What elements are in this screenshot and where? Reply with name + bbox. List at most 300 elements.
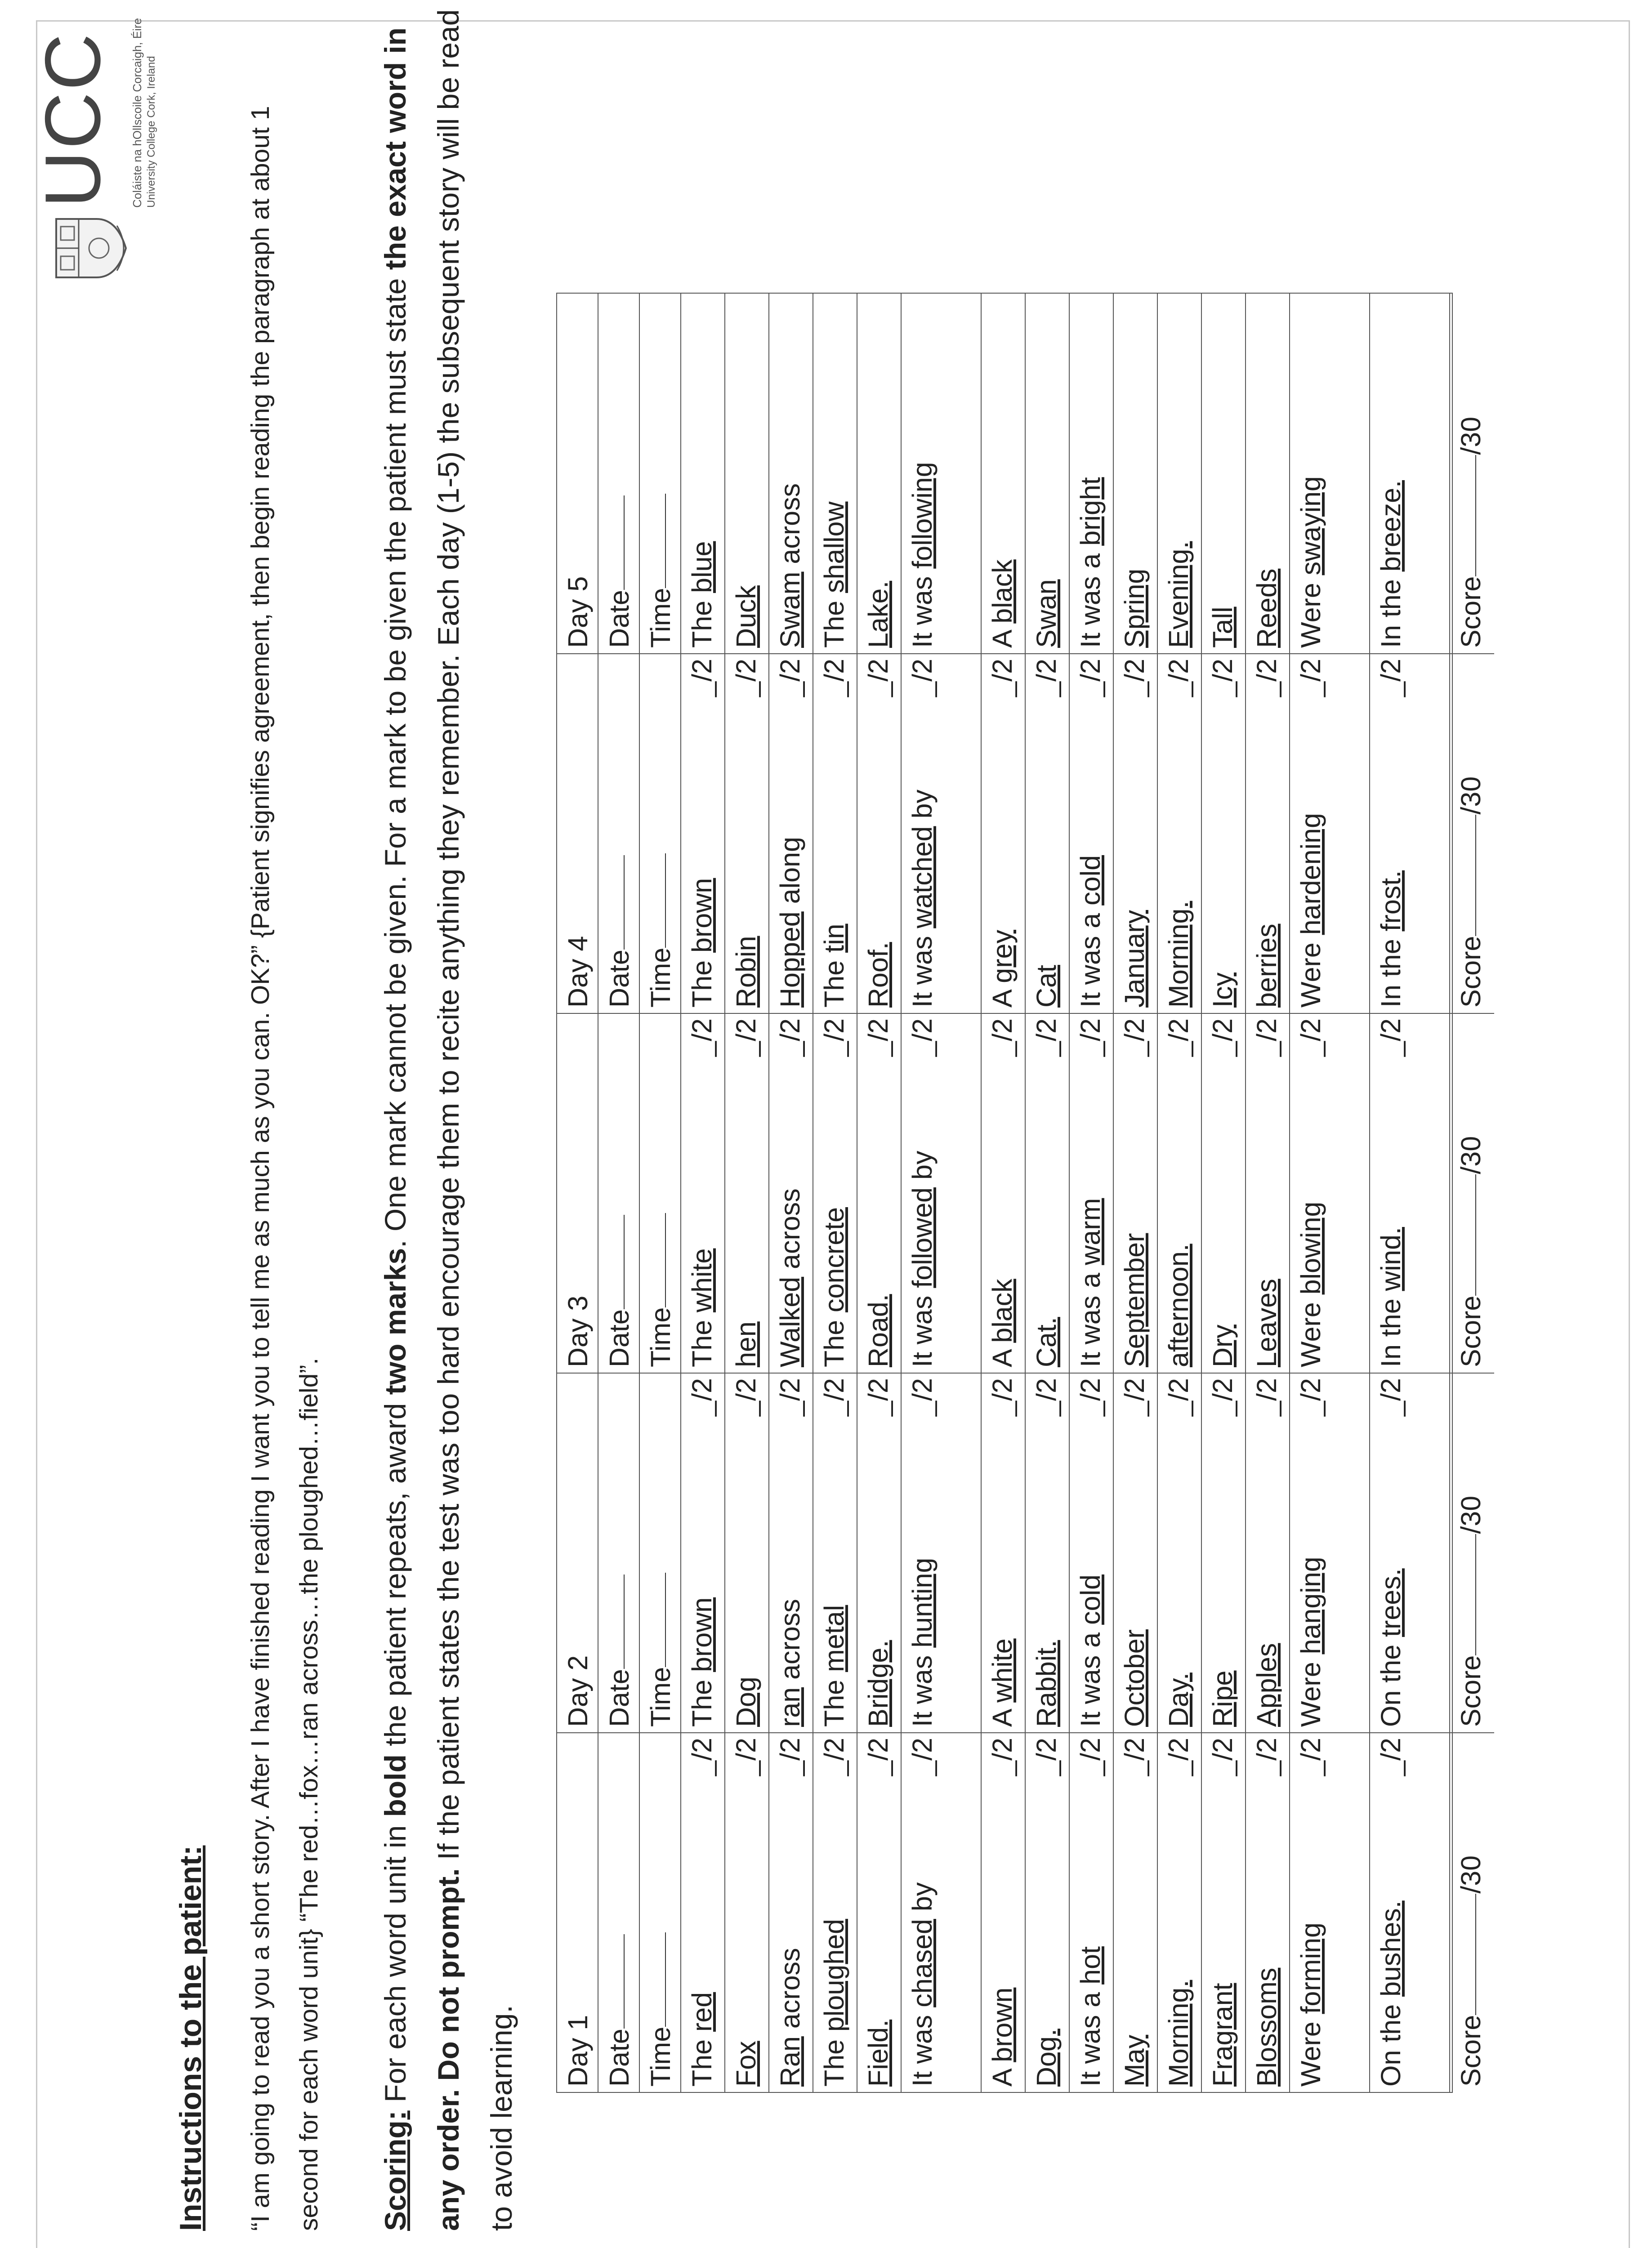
score-field[interactable] — [1453, 1174, 1476, 1296]
mark-field[interactable]: _/2 — [687, 1378, 717, 1416]
day-5-column — [557, 294, 1494, 653]
word-unit — [684, 298, 720, 648]
word-unit-row — [725, 654, 769, 1013]
word-suffix: by — [907, 789, 938, 826]
key-word: blue — [687, 541, 717, 593]
mark-field[interactable]: _/2 — [1295, 1018, 1326, 1057]
word-unit — [1028, 704, 1064, 1008]
word-unit-row — [769, 654, 813, 1013]
word-prefix: A — [987, 623, 1018, 648]
key-word: cold — [1075, 1574, 1106, 1625]
scoring-part-1: For each word unit in — [379, 1817, 412, 2111]
story-recall-table — [556, 293, 1486, 2093]
mark-field[interactable]: _/2 — [731, 1378, 761, 1416]
mark-field[interactable]: _/2 — [1295, 659, 1326, 697]
date-field[interactable] — [601, 1934, 625, 2029]
key-word: red — [687, 1992, 717, 2032]
key-word: Fragrant — [1207, 1983, 1238, 2087]
time-field[interactable] — [643, 853, 666, 948]
word-unit — [984, 704, 1020, 1008]
day-2-column — [557, 1373, 1494, 1732]
word-unit — [772, 1063, 808, 1367]
time-field[interactable] — [643, 1573, 666, 1667]
word-prefix: It was a — [1075, 1265, 1106, 1367]
word-unit — [684, 1783, 720, 2087]
word-prefix: The — [687, 1672, 717, 1727]
word-prefix: The — [687, 2031, 717, 2087]
mark-field[interactable]: _/2 — [775, 1738, 805, 1776]
mark-field[interactable]: _/2 — [907, 659, 938, 697]
word-unit-row — [982, 1733, 1026, 2092]
date-field[interactable] — [601, 495, 625, 590]
word-unit-row — [813, 294, 857, 653]
key-word: Swan — [1031, 579, 1062, 648]
word-unit-row — [1114, 1733, 1158, 2092]
key-word: September — [1119, 1233, 1150, 1367]
word-unit — [1161, 704, 1197, 1008]
word-unit-row — [982, 654, 1026, 1013]
word-unit-row — [1158, 654, 1202, 1013]
mark-field[interactable]: _/2 — [1075, 1018, 1106, 1057]
key-word: Duck — [731, 585, 761, 648]
word-unit — [728, 1783, 764, 2087]
mark-field[interactable]: _/2 — [1207, 659, 1238, 697]
word-unit — [1161, 1423, 1197, 1727]
mark-field[interactable]: _/2 — [1075, 659, 1106, 697]
word-unit-row — [725, 1733, 769, 2092]
time-label: Time — [645, 2026, 676, 2087]
word-unit — [984, 1783, 1020, 2087]
mark-field[interactable]: _/2 — [1075, 1378, 1106, 1416]
mark-field[interactable]: _/2 — [1207, 1738, 1238, 1776]
word-unit-row — [725, 1014, 769, 1373]
time-row — [640, 1733, 681, 2092]
key-word: Day. — [1163, 1673, 1194, 1727]
day-label: Day 3 — [563, 1295, 593, 1367]
key-word: Walked — [775, 1276, 805, 1367]
word-unit — [1373, 298, 1409, 648]
mark-field[interactable]: _/2 — [1375, 659, 1406, 697]
key-word: trees. — [1375, 1568, 1406, 1637]
key-word: grey — [987, 930, 1018, 983]
key-word: cold — [1075, 855, 1106, 905]
word-prefix: It was a — [1075, 1624, 1106, 1727]
mark-field[interactable]: _/2 — [819, 659, 849, 697]
key-word: black — [987, 559, 1018, 624]
time-field[interactable] — [643, 1213, 666, 1307]
word-unit-row — [1370, 654, 1450, 1013]
word-prefix: A — [987, 2062, 1018, 2087]
word-unit-row — [902, 1014, 982, 1373]
word-unit-row — [681, 654, 725, 1013]
key-word: black — [987, 1279, 1018, 1343]
key-word: hanging — [1295, 1557, 1326, 1655]
date-label: Date — [604, 1669, 634, 1727]
score-total: /30 — [1456, 776, 1486, 815]
day-3-column — [557, 1013, 1494, 1373]
word-prefix: The — [819, 1672, 849, 1727]
mark-field[interactable]: _/2 — [1207, 1018, 1238, 1057]
time-label: Time — [645, 1667, 676, 1727]
key-word: Robin — [731, 936, 761, 1008]
word-unit-row — [982, 1374, 1026, 1732]
word-unit — [904, 298, 940, 648]
word-unit — [904, 1423, 940, 1727]
word-unit-row — [857, 294, 902, 653]
mark-field[interactable]: _/2 — [819, 1018, 849, 1057]
ucc-wordmark: UCC — [29, 31, 117, 208]
word-unit — [1116, 704, 1152, 1008]
mark-field[interactable]: _/2 — [1207, 1378, 1238, 1416]
crest-icon — [54, 217, 128, 280]
time-label: Time — [645, 1307, 676, 1367]
word-unit — [860, 1423, 896, 1727]
time-field[interactable] — [643, 1932, 666, 2027]
score-label: Score — [1456, 1655, 1486, 1727]
scoring-part-4: If the patient states the test was too hard encourage them to recite anything they remember. Each day (1-5) the subsequent story will be read to avoid learning. — [432, 9, 518, 2231]
key-word: Rabbit. — [1031, 1640, 1062, 1727]
mark-field[interactable]: _/2 — [907, 1738, 938, 1776]
word-unit — [904, 1783, 940, 2087]
mark-field[interactable]: _/2 — [907, 1378, 938, 1416]
mark-field[interactable]: _/2 — [775, 1378, 805, 1416]
key-word: Field. — [863, 2019, 893, 2087]
mark-field[interactable]: _/2 — [1075, 1738, 1106, 1776]
word-unit — [1249, 704, 1285, 1008]
mark-field[interactable]: _/2 — [1295, 1378, 1326, 1416]
day-header — [557, 294, 598, 653]
word-prefix: The — [819, 2031, 849, 2087]
key-word: white — [987, 1638, 1018, 1703]
word-unit-row — [1158, 1733, 1202, 2092]
mark-field[interactable]: _/2 — [1295, 1738, 1326, 1776]
word-unit — [1028, 1783, 1064, 2087]
mark-field[interactable]: _/2 — [1031, 1018, 1062, 1057]
word-unit — [984, 298, 1020, 648]
word-unit-row — [813, 1014, 857, 1373]
word-unit — [728, 704, 764, 1008]
mark-field[interactable]: _/2 — [1119, 659, 1150, 697]
word-unit — [1249, 1423, 1285, 1727]
word-prefix: The — [687, 952, 717, 1008]
word-unit — [1205, 1423, 1241, 1727]
word-prefix: On the — [1375, 1996, 1406, 2087]
mark-field[interactable]: _/2 — [1163, 1018, 1194, 1057]
word-unit-row — [982, 294, 1026, 653]
word-unit-row — [1114, 294, 1158, 653]
score-row — [1450, 1733, 1494, 2092]
mark-field[interactable]: _/2 — [819, 1378, 849, 1416]
word-unit-row — [1026, 1733, 1070, 2092]
date-row — [598, 654, 640, 1013]
key-word: Morning. — [1163, 901, 1194, 1008]
day-header — [557, 1733, 598, 2092]
word-unit — [1072, 1783, 1108, 2087]
ucc-name-english: University College Cork, Ireland — [145, 56, 157, 208]
key-word: bushes. — [1375, 1900, 1406, 1997]
mark-field[interactable]: _/2 — [863, 1378, 893, 1416]
key-word: Dry — [1207, 1325, 1238, 1367]
key-word: October — [1119, 1629, 1150, 1727]
word-prefix: In the — [1375, 571, 1406, 648]
word-unit-row — [1026, 654, 1070, 1013]
word-unit — [1249, 1783, 1285, 2087]
score-field[interactable] — [1453, 1534, 1476, 1655]
key-word: white — [687, 1248, 717, 1312]
key-word: followed — [907, 1187, 938, 1288]
word-prefix: It was — [907, 1647, 938, 1727]
word-unit-row — [1370, 1014, 1450, 1373]
mark-field[interactable]: _/2 — [987, 1378, 1018, 1416]
word-unit — [772, 298, 808, 648]
word-unit-row — [902, 654, 982, 1013]
ucc-name-irish: Coláiste na hOllscoile Corcaigh, Éire — [130, 18, 144, 208]
key-word: hunting — [907, 1557, 938, 1648]
time-field[interactable] — [643, 494, 666, 588]
word-unit — [1028, 298, 1064, 648]
score-total: /30 — [1456, 1136, 1486, 1174]
mark-field[interactable]: _/2 — [1031, 659, 1062, 697]
mark-field[interactable]: _/2 — [1251, 1738, 1282, 1776]
key-word: hot — [1075, 1946, 1106, 1985]
mark-field[interactable]: _/2 — [1163, 659, 1194, 697]
score-field[interactable] — [1453, 1894, 1476, 2015]
word-unit — [860, 298, 896, 648]
word-prefix: It was a — [1075, 545, 1106, 648]
word-unit — [904, 704, 940, 1008]
word-unit-row — [1290, 654, 1370, 1013]
word-unit-row — [681, 1733, 725, 2092]
mark-field[interactable]: _/2 — [1163, 1738, 1194, 1776]
key-word: Ripe — [1207, 1670, 1238, 1727]
word-unit-row — [902, 294, 982, 653]
word-unit-row — [725, 294, 769, 653]
word-prefix: The — [687, 593, 717, 648]
key-word: Blossoms — [1251, 1967, 1282, 2087]
word-unit-row — [1290, 1733, 1370, 2092]
word-unit-row — [1158, 1374, 1202, 1732]
mark-field[interactable]: _/2 — [1251, 1018, 1282, 1057]
word-unit — [1293, 1063, 1329, 1367]
time-row — [640, 1374, 681, 1732]
mark-field[interactable]: _/2 — [1375, 1378, 1406, 1416]
key-word: ran — [775, 1687, 805, 1727]
word-unit — [728, 298, 764, 648]
scoring-bold-2: two marks — [379, 1248, 412, 1395]
word-unit — [728, 1423, 764, 1727]
mark-field[interactable]: _/2 — [1119, 1738, 1150, 1776]
score-total: /30 — [1456, 416, 1486, 455]
date-field[interactable] — [601, 1215, 625, 1309]
key-word: Swam — [775, 571, 805, 648]
word-unit — [816, 1783, 852, 2087]
word-unit — [684, 1063, 720, 1367]
word-unit-row — [857, 1733, 902, 2092]
word-suffix: by — [907, 1882, 938, 1919]
word-unit-row — [857, 1014, 902, 1373]
mark-field[interactable]: _/2 — [1163, 1378, 1194, 1416]
word-unit — [816, 298, 852, 648]
key-word: brown — [687, 878, 717, 953]
word-unit — [904, 1063, 940, 1367]
key-word: metal — [819, 1605, 849, 1672]
mark-field[interactable]: _/2 — [1031, 1738, 1062, 1776]
word-unit — [1293, 298, 1329, 648]
word-unit-row — [1026, 1014, 1070, 1373]
word-unit — [1205, 704, 1241, 1008]
score-label: Score — [1456, 576, 1486, 648]
time-row — [640, 654, 681, 1013]
word-unit-row — [902, 1733, 982, 2092]
word-unit-row — [1026, 1374, 1070, 1732]
mark-field[interactable]: _/2 — [863, 1738, 893, 1776]
key-word: Ran — [775, 2036, 805, 2087]
word-prefix: It was — [907, 1288, 938, 1367]
word-unit — [1072, 704, 1108, 1008]
word-unit — [772, 1423, 808, 1727]
word-unit — [1205, 1783, 1241, 2087]
word-unit-row — [769, 294, 813, 653]
mark-field[interactable]: _/2 — [1119, 1018, 1150, 1057]
word-unit-row — [1070, 1374, 1114, 1732]
key-word: Cat — [1031, 965, 1062, 1008]
mark-field[interactable]: _/2 — [775, 659, 805, 697]
score-label: Score — [1456, 2015, 1486, 2087]
mark-field[interactable]: _/2 — [907, 1018, 938, 1057]
score-row — [1450, 654, 1494, 1013]
mark-field[interactable]: _/2 — [863, 659, 893, 697]
word-unit — [1205, 298, 1241, 648]
mark-field[interactable]: _/2 — [1119, 1378, 1150, 1416]
word-unit — [772, 704, 808, 1008]
score-field[interactable] — [1453, 455, 1476, 576]
word-unit-row — [1158, 1014, 1202, 1373]
mark-field[interactable]: _/2 — [987, 659, 1018, 697]
mark-field[interactable]: _/2 — [1251, 1378, 1282, 1416]
mark-field[interactable]: _/2 — [775, 1018, 805, 1057]
date-field[interactable] — [601, 855, 625, 950]
word-prefix: It was — [907, 568, 938, 648]
word-unit — [1116, 1783, 1152, 2087]
day-header — [557, 1374, 598, 1732]
word-suffix: across — [775, 1188, 805, 1277]
mark-field[interactable]: _/2 — [819, 1738, 849, 1776]
word-unit — [772, 1783, 808, 2087]
word-unit — [984, 1063, 1020, 1367]
key-word: Morning. — [1163, 1980, 1194, 2087]
word-unit — [1161, 1063, 1197, 1367]
word-prefix: Were — [1295, 935, 1326, 1008]
key-word: Dog — [731, 1677, 761, 1727]
word-unit — [1161, 298, 1197, 648]
time-label: Time — [645, 947, 676, 1008]
word-unit-row — [1114, 1014, 1158, 1373]
word-unit — [1028, 1423, 1064, 1727]
mark-field[interactable]: _/2 — [863, 1018, 893, 1057]
word-unit-row — [813, 1374, 857, 1732]
score-label: Score — [1456, 936, 1486, 1008]
score-field[interactable] — [1453, 815, 1476, 936]
word-unit — [1373, 1423, 1409, 1727]
key-word: following — [907, 462, 938, 569]
mark-field[interactable]: _/2 — [687, 1738, 717, 1776]
mark-field[interactable]: _/2 — [1031, 1378, 1062, 1416]
key-word: May — [1119, 2034, 1150, 2087]
word-unit — [860, 1063, 896, 1367]
key-word: Evening. — [1163, 541, 1194, 648]
word-unit-row — [1070, 294, 1114, 653]
mark-field[interactable]: _/2 — [987, 1738, 1018, 1776]
word-unit — [1161, 1783, 1197, 2087]
word-unit — [1116, 298, 1152, 648]
mark-field[interactable]: _/2 — [731, 1738, 761, 1776]
key-word: Roof. — [863, 942, 893, 1008]
word-unit-row — [1026, 294, 1070, 653]
word-unit-row — [902, 1374, 982, 1732]
word-unit-row — [1290, 1014, 1370, 1373]
date-row — [598, 1733, 640, 2092]
word-unit-row — [857, 1374, 902, 1732]
mark-field[interactable]: _/2 — [687, 659, 717, 697]
date-field[interactable] — [601, 1574, 625, 1669]
mark-field[interactable]: _/2 — [987, 1018, 1018, 1057]
key-word: Tall — [1207, 607, 1238, 648]
word-prefix: Were — [1295, 1654, 1326, 1727]
word-unit-row — [1370, 294, 1450, 653]
score-total: /30 — [1456, 1855, 1486, 1894]
mark-field[interactable]: _/2 — [1375, 1018, 1406, 1057]
score-row — [1450, 294, 1494, 653]
mark-field[interactable]: _/2 — [731, 659, 761, 697]
date-row — [598, 294, 640, 653]
day-1-column — [557, 1732, 1494, 2092]
mark-field[interactable]: _/2 — [687, 1018, 717, 1057]
date-row — [598, 1014, 640, 1373]
key-word: January — [1119, 910, 1150, 1008]
word-suffix: across — [775, 483, 805, 572]
word-prefix: Were — [1295, 575, 1326, 648]
word-prefix: A — [987, 983, 1018, 1008]
day-label: Day 2 — [563, 1655, 593, 1727]
key-word: Spring — [1119, 568, 1150, 648]
word-unit-row — [813, 1733, 857, 2092]
date-label: Date — [604, 1309, 634, 1367]
word-unit — [860, 1783, 896, 2087]
word-unit — [1293, 704, 1329, 1008]
word-unit-row — [681, 294, 725, 653]
mark-field[interactable]: _/2 — [731, 1018, 761, 1057]
key-word: breeze. — [1375, 480, 1406, 572]
mark-field[interactable]: _/2 — [1375, 1738, 1406, 1776]
word-unit-row — [1158, 294, 1202, 653]
scoring-part-3: . One mark cannot be given. For a mark to be given the patient must state — [379, 270, 412, 1248]
word-unit-row — [1114, 1374, 1158, 1732]
word-unit-row — [1202, 1733, 1246, 2092]
key-word: berries — [1251, 923, 1282, 1008]
key-word: frost. — [1375, 870, 1406, 932]
time-row — [640, 294, 681, 653]
word-prefix: Were — [1295, 2014, 1326, 2087]
key-word: brown — [687, 1597, 717, 1672]
word-suffix: by — [907, 1151, 938, 1187]
word-unit-row — [769, 1733, 813, 2092]
word-unit — [684, 704, 720, 1008]
key-word: afternoon. — [1163, 1244, 1194, 1367]
day-header — [557, 654, 598, 1013]
mark-field[interactable]: _/2 — [1251, 659, 1282, 697]
word-unit — [1028, 1063, 1064, 1367]
key-word: forming — [1295, 1922, 1326, 2014]
